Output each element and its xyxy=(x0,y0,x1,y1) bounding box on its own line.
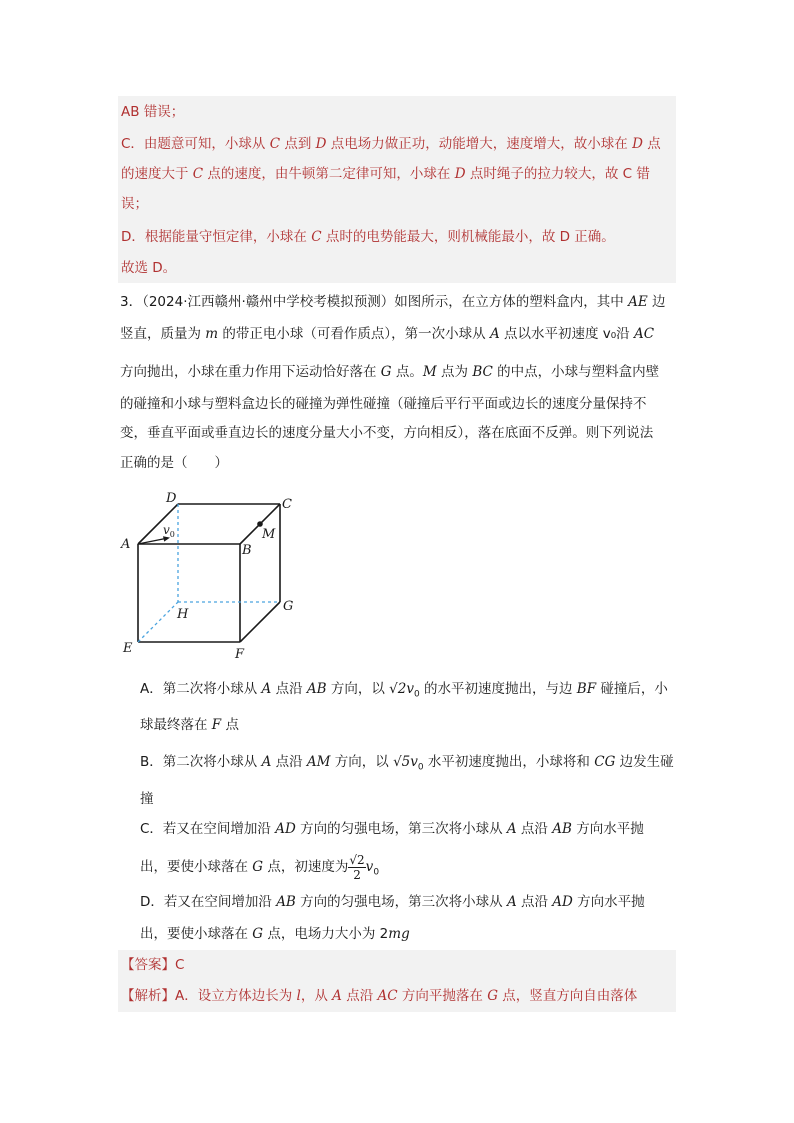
option-D: D．若又在空间增加沿 AB 方向的匀强电场，第三次将小球从 A 点沿 AD 方向水平抛 xyxy=(140,894,645,910)
text-line: 的速度大于 C 点的速度，由牛顿第二定律可知，小球在 D 点时绳子的拉力较大，故 C 错 xyxy=(121,166,650,182)
question-line: 方向抛出，小球在重力作用下运动恰好落在 G 点。M 点为 BC 的中点，小球与塑料盒内壁 xyxy=(120,364,660,380)
text-line: 故选 D。 xyxy=(121,260,177,276)
analysis-line: 【解析】A．设立方体边长为 l，从 A 点沿 AC 方向平抛落在 G 点，竖直方向自由落体 xyxy=(121,988,638,1004)
option-B: B．第二次将小球从 A 点沿 AM 方向，以 $√5v_0$ 水平初速度抛出，小球将和 CG 边发生碰 xyxy=(140,754,674,773)
text-line: 误； xyxy=(121,196,148,212)
point-M-dot xyxy=(257,521,263,527)
option-C: C．若又在空间增加沿 AD 方向的匀强电场，第三次将小球从 A 点沿 AB 方向水平抛 xyxy=(140,821,644,837)
edge-EH xyxy=(138,602,178,642)
edge-FG xyxy=(240,602,280,642)
label-A: A xyxy=(121,537,131,552)
label-D: D xyxy=(166,491,177,506)
option-A: A．第二次将小球从 A 点沿 AB 方向，以 $√2v_0$ 的水平初速度抛出，与边 BF 碰撞后，小 xyxy=(140,681,668,700)
answer-line: 【答案】C xyxy=(121,957,185,973)
cube-figure xyxy=(112,486,312,664)
question-line: 竖直，质量为 m 的带正电小球（可看作质点），第一次小球从 A 点以水平初速度 v₀沿 AC xyxy=(120,326,655,342)
question-line: 变，垂直平面或垂直边长的速度分量大小不变，方向相反），落在底面不反弹。则下列说法 xyxy=(120,425,654,441)
label-E: E xyxy=(123,641,133,656)
question-line: 正确的是（ ） xyxy=(120,455,228,471)
option-C-cont: 出，要使小球落在 G 点，初速度为 $\frac{√2}{2}$ $v_0$ xyxy=(140,852,380,882)
text-line: D．根据能量守恒定律，小球在 C 点时的电势能最大，则机械能最小，故 D 正确。 xyxy=(121,229,615,245)
option-B-cont: 撞 xyxy=(140,791,154,807)
answer-explanation-block xyxy=(118,96,676,283)
label-v0: $v_0$ xyxy=(163,523,175,539)
text-line: C．由题意可知，小球从 C 点到 D 点电场力做正功，动能增大，速度增大，故小球在 D 点 xyxy=(121,136,661,152)
question-line: 的碰撞和小球与塑料盒边长的碰撞为弹性碰撞（碰撞后平行平面或边长的速度分量保持不 xyxy=(120,396,647,412)
label-C: C xyxy=(282,497,292,512)
label-B: B xyxy=(242,543,252,558)
label-M: M xyxy=(262,527,276,542)
question-line: 3．（2024·江西赣州·赣州中学校考模拟预测）如图所示，在立方体的塑料盒内，其中 AE 边 xyxy=(120,294,666,310)
option-D-cont: 出，要使小球落在 G 点，电场力大小为 2mg xyxy=(140,926,410,942)
option-A-cont: 球最终落在 F 点 xyxy=(140,717,239,733)
fraction-sqrt2-over-2: $\frac{√2}{2}$ xyxy=(349,852,365,882)
label-H: H xyxy=(177,607,189,622)
label-G: G xyxy=(283,599,294,614)
text-line: AB 错误； xyxy=(121,104,185,120)
answer-analysis-block xyxy=(118,950,676,1012)
label-F: F xyxy=(235,647,245,662)
